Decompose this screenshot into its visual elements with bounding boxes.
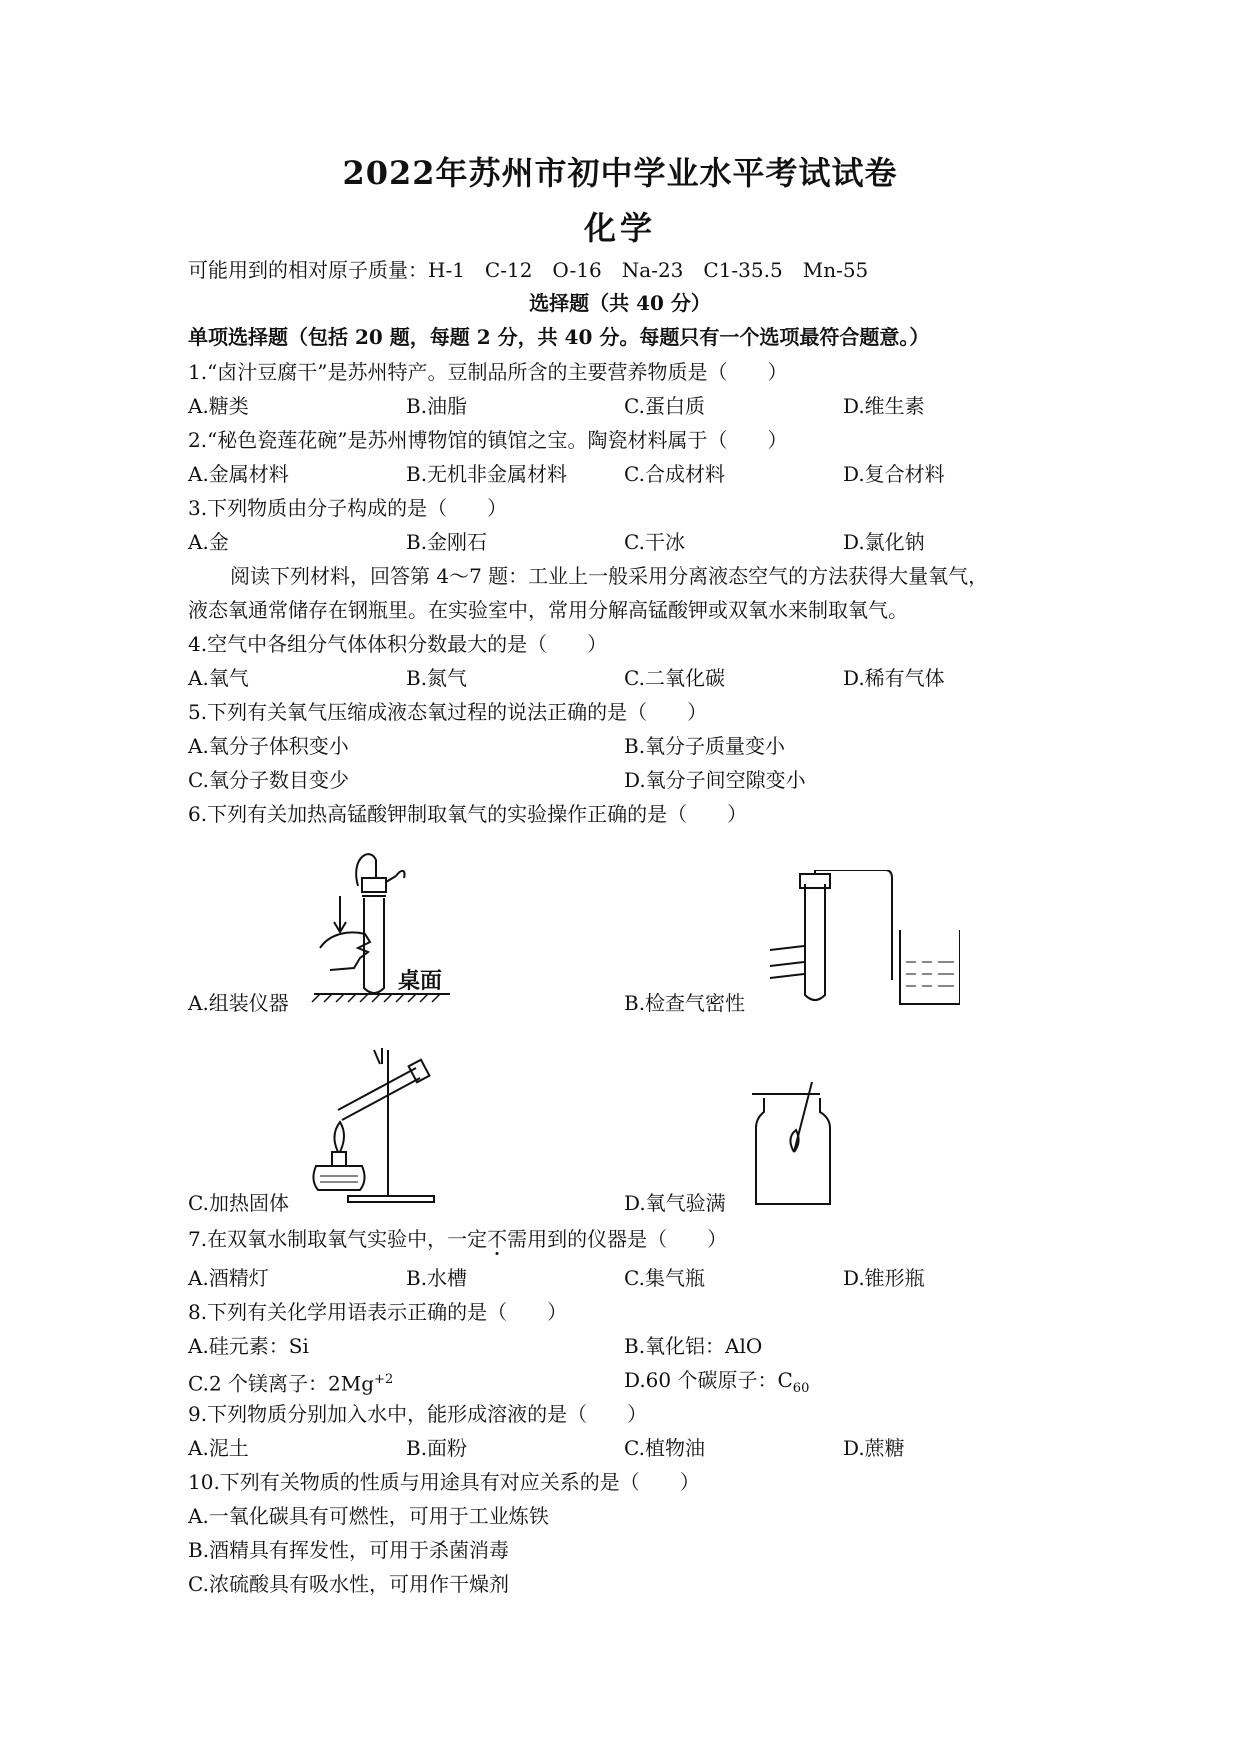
q6-option-a: A.组装仪器	[188, 991, 289, 1015]
q4-stem: 4.空气中各组分气体体积分数最大的是（ ）	[188, 632, 608, 656]
assemble-apparatus-figure	[310, 838, 470, 1008]
q6-stem: 6.下列有关加热高锰酸钾制取氧气的实验操作正确的是（ ）	[188, 802, 748, 826]
q4-option-b: B.氮气	[406, 666, 468, 690]
q8-option-d: D.60 个碳原子：$C_{60}$	[624, 1368, 810, 1396]
q7-stem: 7.在双氧水制取氧气实验中，一定不需用到的仪器是（ ）	[188, 1227, 728, 1251]
q1-option-a: A.糖类	[188, 394, 249, 418]
q6-option-d: D.氧气验满	[624, 1191, 726, 1215]
q2-option-c: C.合成材料	[624, 462, 725, 486]
q10-option-a: A.一氧化碳具有可燃性，可用于工业炼铁	[188, 1504, 549, 1528]
q1-stem: 1.“卤汁豆腐干”是苏州特产。豆制品所含的主要营养物质是（ ）	[188, 360, 788, 384]
q8-option-c: C.2 个镁离子：$2Mg^{+2}$	[188, 1371, 394, 1396]
q7-option-c: C.集气瓶	[624, 1266, 705, 1290]
heating-solid-figure	[308, 1040, 468, 1205]
q10-stem: 10.下列有关物质的性质与用途具有对应关系的是（ ）	[188, 1470, 700, 1494]
instructions: 单项选择题（包括 20 题，每题 2 分，共 40 分。每题只有一个选项最符合题意。）	[188, 325, 930, 349]
q4-option-a: A.氧气	[188, 666, 249, 690]
q9-option-c: C.植物油	[624, 1436, 705, 1460]
air-tightness-figure	[760, 870, 960, 1010]
q4-option-d: D.稀有气体	[843, 666, 945, 690]
q1-option-b: B.油脂	[406, 394, 468, 418]
q5-option-a: A.氧分子体积变小	[188, 734, 349, 758]
q7-option-b: B.水槽	[406, 1266, 468, 1290]
q2-stem: 2.“秘色瓷莲花碗”是苏州博物馆的镇馆之宝。陶瓷材料属于（ ）	[188, 428, 788, 452]
reading-line-2: 液态氧通常储存在钢瓶里。在实验室中，常用分解高锰酸钾或双氧水来制取氧气。	[188, 598, 908, 622]
q9-option-b: B.面粉	[406, 1436, 468, 1460]
q8-stem: 8.下列有关化学用语表示正确的是（ ）	[188, 1300, 568, 1324]
q3-option-a: A.金	[188, 530, 229, 554]
subject-title: 化学	[583, 209, 656, 247]
q8-option-a: A.硅元素：Si	[188, 1334, 309, 1358]
q4-option-c: C.二氧化碳	[624, 666, 725, 690]
q3-option-d: D.氯化钠	[843, 530, 925, 554]
q1-option-d: D.维生素	[843, 394, 925, 418]
q10-option-c: C.浓硫酸具有吸水性，可用作干燥剂	[188, 1572, 509, 1596]
exam-title: 2022年苏州市初中学业水平考试试卷	[342, 154, 898, 192]
q3-option-c: C.干冰	[624, 530, 685, 554]
q3-option-b: B.金刚石	[406, 530, 488, 554]
q2-option-d: D.复合材料	[843, 462, 945, 486]
q9-stem: 9.下列物质分别加入水中，能形成溶液的是（ ）	[188, 1402, 648, 1426]
q5-stem: 5.下列有关氧气压缩成液态氧过程的说法正确的是（ ）	[188, 700, 708, 724]
q2-option-a: A.金属材料	[188, 462, 289, 486]
q7-option-a: A.酒精灯	[188, 1266, 269, 1290]
section-heading: 选择题（共 40 分）	[529, 291, 711, 315]
q3-stem: 3.下列物质由分子构成的是（ ）	[188, 496, 508, 520]
reading-line-1: 阅读下列材料，回答第 4～7 题：工业上一般采用分离液态空气的方法获得大量氧气，	[230, 564, 989, 588]
oxygen-check-figure	[750, 1078, 850, 1208]
q7-emphasis: 不	[487, 1227, 508, 1251]
q9-option-a: A.泥土	[188, 1436, 249, 1460]
q9-option-d: D.蔗糖	[843, 1436, 905, 1460]
desk-label: 桌面	[398, 969, 443, 994]
q7-option-d: D.锥形瓶	[843, 1266, 925, 1290]
atomic-mass-line: 可能用到的相对原子质量：H-1 C-12 O-16 Na-23 C1-35.5 Mn-55	[188, 258, 869, 282]
q2-option-b: B.无机非金属材料	[406, 462, 568, 486]
q10-option-b: B.酒精具有挥发性，可用于杀菌消毒	[188, 1538, 510, 1562]
q1-option-c: C.蛋白质	[624, 394, 705, 418]
q5-option-d: D.氧分子间空隙变小	[624, 768, 806, 792]
q8-option-b: B.氧化铝：AlO	[624, 1334, 763, 1358]
q6-option-c: C.加热固体	[188, 1191, 289, 1215]
q5-option-c: C.氧分子数目变少	[188, 768, 349, 792]
q6-option-b: B.检查气密性	[624, 991, 746, 1015]
q5-option-b: B.氧分子质量变小	[624, 734, 786, 758]
